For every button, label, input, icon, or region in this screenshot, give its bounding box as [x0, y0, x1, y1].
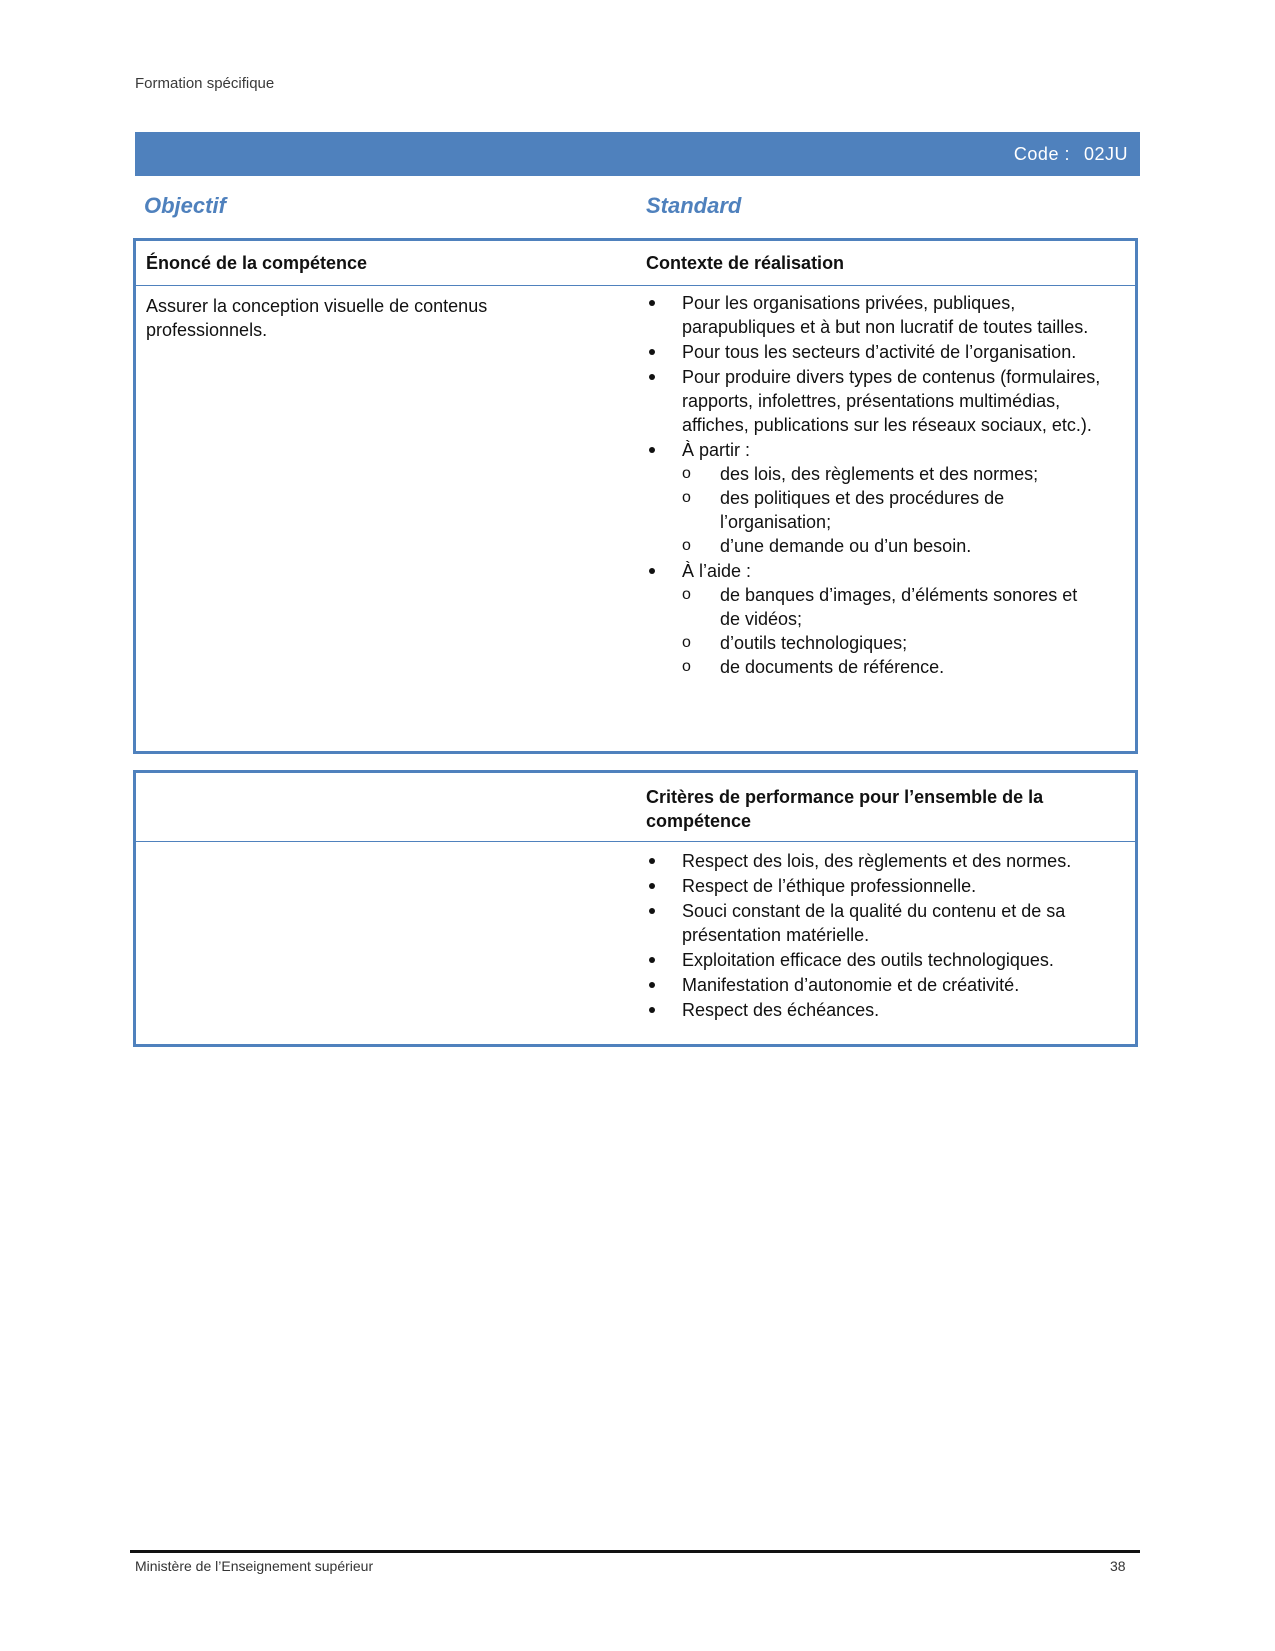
enonce-header: Énoncé de la compétence — [146, 253, 368, 273]
contexte-item-text: Pour produire divers types de contenus (formulaires, rapports, infolettres, présentations multimédias, affiches, publications sur les réseaux sociaux, etc.). — [682, 367, 1101, 435]
contexte-subitem: o de banques d’images, d’éléments sonores et de vidéos; — [682, 583, 1101, 631]
standard-title: Standard — [646, 193, 742, 218]
header-divider — [136, 285, 1135, 286]
contexte-item — [646, 559, 1101, 679]
criteria-item: Respect de l’éthique professionnelle. — [646, 874, 1111, 898]
criteria-list — [646, 849, 1111, 1023]
contexte-header: Contexte de réalisation — [646, 253, 845, 273]
header-band — [133, 132, 1140, 176]
contexte-subitem: o d’une demande ou d’un besoin. — [682, 534, 1101, 558]
contexte-item — [646, 365, 1101, 437]
contexte-subitems — [682, 583, 1101, 679]
criteria-item: Souci constant de la qualité du contenu et de sa présentation matérielle. — [646, 899, 1111, 947]
contexte-item-text: À l’aide : — [682, 561, 752, 581]
contexte-subitems — [682, 462, 1101, 558]
criteria-item: Manifestation d’autonomie et de créativité. — [646, 973, 1111, 997]
criteria-item: Respect des échéances. — [646, 998, 1111, 1022]
criteria-item: Respect des lois, des règlements et des normes. — [646, 849, 1111, 873]
contexte-subitem: o des lois, des règlements et des normes; — [682, 462, 1101, 486]
contexte-item-text: Pour les organisations privées, publiques, parapubliques et à but non lucratif de toutes tailles. — [682, 293, 1089, 337]
competence-box — [133, 238, 1138, 754]
criteria-items — [646, 849, 1111, 1022]
contexte-item — [646, 340, 1101, 364]
criteria-divider — [136, 841, 1135, 842]
criteria-header: Critères de performance pour l’ensemble de la compétence — [646, 787, 1044, 831]
enonce-text: Assurer la conception visuelle de contenus professionnels. — [146, 296, 488, 340]
code-value: 02JU — [1083, 144, 1128, 164]
contexte-item-text: Pour tous les secteurs d’activité de l’organisation. — [682, 342, 1077, 362]
code-label: Code : — [1013, 144, 1070, 164]
criteria-item: Exploitation efficace des outils technologiques. — [646, 948, 1111, 972]
contexte-item-text: À partir : — [682, 440, 751, 460]
contexte-subitem: o des politiques et des procédures de l’organisation; — [682, 486, 1101, 534]
contexte-item — [646, 438, 1101, 558]
contexte-subitem: o de documents de référence. — [682, 655, 1101, 679]
program-label: Formation spécifique — [135, 75, 275, 92]
contexte-subitem: o d’outils technologiques; — [682, 631, 1101, 655]
objective-title: Objectif — [144, 193, 226, 218]
footer-ministry: Ministère de l’Enseignement supérieur — [135, 1558, 374, 1574]
footer-rule — [130, 1550, 1140, 1553]
page-number: 38 — [1110, 1558, 1126, 1574]
competence-code — [1014, 144, 1128, 165]
contexte-item — [646, 291, 1101, 339]
contexte-list — [646, 291, 1101, 680]
criteria-box — [133, 770, 1138, 1047]
contexte-items — [646, 291, 1101, 679]
